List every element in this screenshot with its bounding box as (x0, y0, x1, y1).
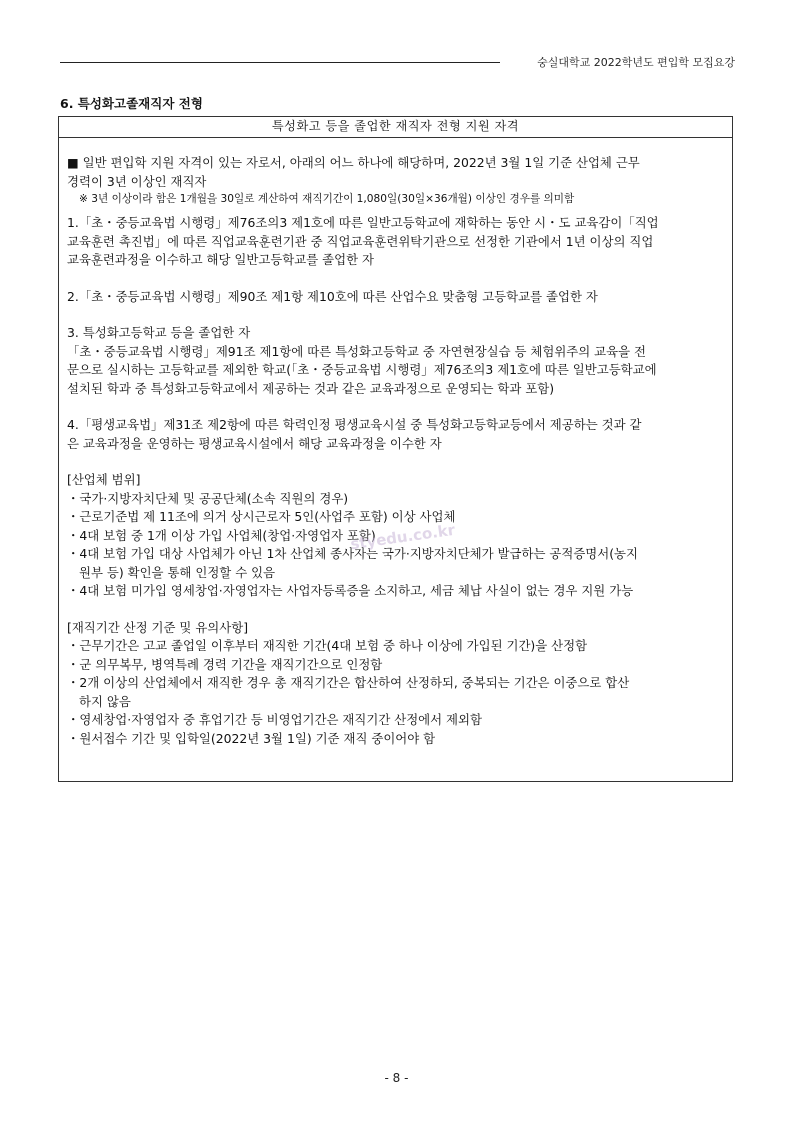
item3-line2: 문으로 실시하는 고등학교를 제외한 학교(「초・중등교육법 시행령」제76조의3 제1호에 따른 일반고등학교에 (67, 362, 657, 377)
item3-title: 3. 특성화고등학교 등을 졸업한 자 (67, 325, 251, 340)
item1-line3: 교육훈련과정을 이수하고 해당 일반고등학교를 졸업한 자 (67, 252, 374, 267)
watermark: styedu.co.kr (349, 520, 457, 554)
eligibility-box (58, 116, 733, 782)
period-item: ・근무기간은 고교 졸업일 이후부터 재직한 기간(4대 보험 중 하나 이상에 가입된 기간)을 산정함 (67, 638, 588, 653)
item1-line1: 1.「초・중등교육법 시행령」제76조의3 제1호에 따른 일반고등학교에 재학하는 동안 시・도 교육감이「직업 (67, 215, 659, 230)
industry-item: ・국가·지방자치단체 및 공공단체(소속 직원의 경우) (67, 490, 349, 506)
intro-bullet-cont: 경력이 3년 이상인 재직자 (67, 173, 207, 189)
box-content (59, 138, 732, 748)
industry-heading: [산업체 범위] (67, 472, 141, 487)
period-item-cont: 하지 않음 (79, 693, 131, 709)
header-rule (60, 62, 500, 63)
item4-line1: 4.「평생교육법」제31조 제2항에 따른 학력인정 평생교육시설 중 특성화고등학교등에서 제공하는 것과 같 (67, 417, 642, 432)
item2: 2.「초・중등교육법 시행령」제90조 제1항 제10호에 따른 산업수요 맞춤형 고등학교를 졸업한 자 (67, 288, 598, 304)
page-number: - 8 - (384, 1071, 409, 1085)
industry-item: ・4대 보험 가입 대상 사업체가 아닌 1차 산업체 종사자는 국가·지방자치단체가 발급하는 공적증명서(농지 (67, 546, 638, 561)
intro-note: ※ 3년 이상이라 함은 1개월을 30일로 계산하여 재직기간이 1,080일(30일×36개월) 이상인 경우를 의미함 (79, 193, 575, 205)
item3-line3: 설치된 학과 중 특성화고등학교에서 제공하는 것과 같은 교육과정으로 운영되는 학과 포함) (67, 380, 555, 396)
industry-item: ・4대 보험 미가입 영세창업·자영업자는 사업자등록증을 소지하고, 세금 체납 사실이 없는 경우 지원 가능 (67, 583, 634, 598)
period-item: ・영세창업·자영업자 중 휴업기간 등 비영업기간은 재직기간 산정에서 제외함 (67, 712, 482, 727)
industry-item-cont: 원부 등) 확인을 통해 인정할 수 있음 (79, 564, 276, 580)
period-heading: [재직기간 산정 기준 및 유의사항] (67, 619, 249, 635)
intro-bullet: ■ 일반 편입학 지원 자격이 있는 자로서, 아래의 어느 하나에 해당하며, 2022년 3월 1일 기준 산업체 근무 (67, 155, 640, 170)
running-header: 숭실대학교 2022학년도 편입학 모집요강 (537, 56, 735, 69)
section-title: 6. 특성화고졸재직자 전형 (60, 96, 203, 111)
item3-line1: 「초・중등교육법 시행령」제91조 제1항에 따른 특성화고등학교 중 자연현장실습 등 체험위주의 교육을 전 (67, 343, 646, 359)
industry-item: ・근로기준법 제 11조에 의거 상시근로자 5인(사업주 포함) 이상 사업체 (67, 509, 456, 524)
item4-line2: 은 교육과정을 운영하는 평생교육시설에서 해당 교육과정을 이수한 자 (67, 435, 442, 451)
period-item: ・군 의무복무, 병역특례 경력 기간을 재직기간으로 인정함 (67, 656, 383, 672)
period-item: ・2개 이상의 산업체에서 재직한 경우 총 재직기간은 합산하여 산정하되, 중복되는 기간은 이중으로 합산 (67, 675, 630, 690)
industry-item: ・4대 보험 중 1개 이상 가입 사업체(창업·자영업자 포함) (67, 527, 376, 543)
period-item: ・원서접수 기간 및 입학일(2022년 3월 1일) 기준 재직 중이어야 함 (67, 730, 436, 746)
box-title: 특성화고 등을 졸업한 재직자 전형 지원 자격 (59, 117, 732, 138)
item1-line2: 교육훈련 촉진법」에 따른 직업교육훈련기관 중 직업교육훈련위탁기관으로 선정한 기관에서 1년 이상의 직업 (67, 233, 654, 249)
